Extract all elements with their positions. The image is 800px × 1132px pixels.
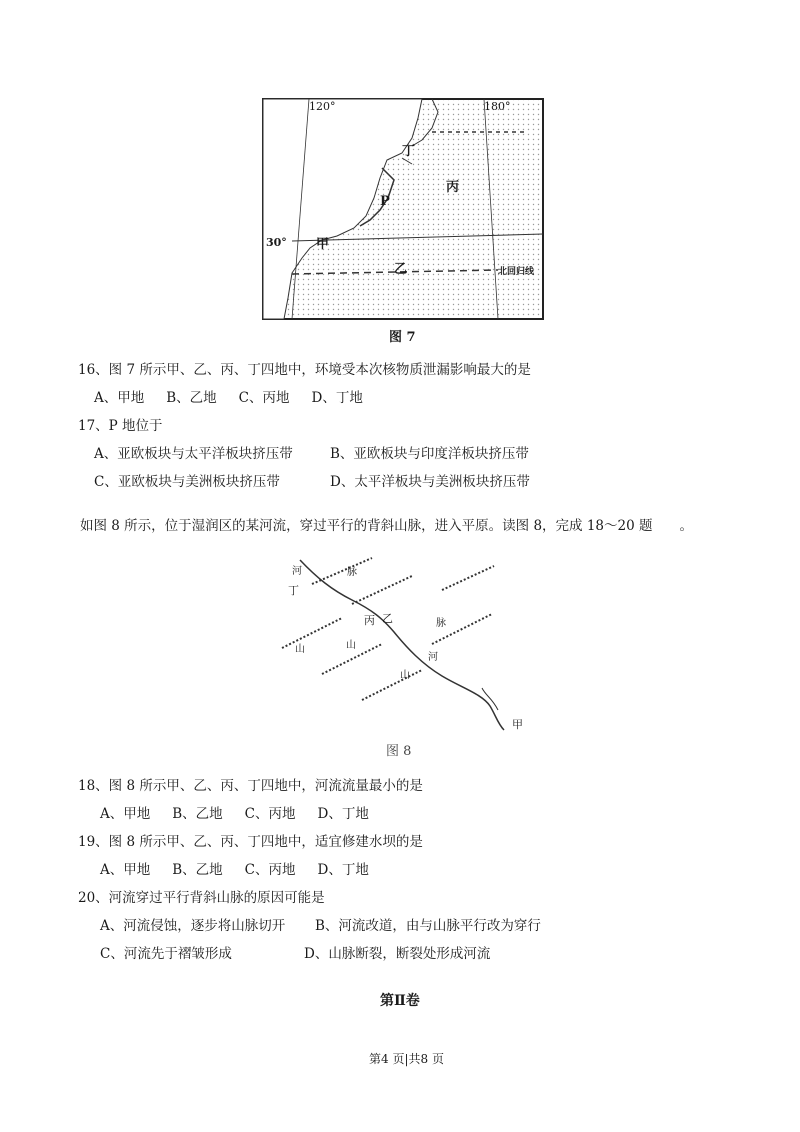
q16-option-a[interactable]: A、甲地: [94, 390, 145, 406]
lon-label-180: 180°: [484, 100, 511, 113]
place-p: P: [380, 194, 390, 209]
lon-label-120: 120°: [309, 100, 336, 113]
q18-option-c[interactable]: C、丙地: [244, 806, 296, 822]
q18-option-d[interactable]: D、丁地: [317, 806, 369, 822]
place-ding: 丁: [402, 144, 416, 159]
q17-option-c[interactable]: C、亚欧板块与美洲板块挤压带: [94, 474, 280, 490]
figure-8-caption: 图 8: [386, 744, 412, 759]
fig8-label-shan-1: 山: [295, 644, 305, 655]
q16-option-b[interactable]: B、乙地: [166, 390, 217, 406]
fig8-label-shan-3: 山: [400, 670, 410, 681]
question-17-stem: 17、P 地位于: [78, 418, 163, 434]
q19-option-c[interactable]: C、丙地: [244, 862, 296, 878]
q19-option-a[interactable]: A、甲地: [100, 862, 151, 878]
q20-option-a[interactable]: A、河流侵蚀，逐步将山脉切开: [100, 918, 286, 934]
question-16-stem: 16、图 7 所示甲、乙、丙、丁四地中，环境受本次核物质泄漏影响最大的是: [78, 362, 531, 378]
q20-option-c[interactable]: C、河流先于褶皱形成: [100, 946, 232, 962]
fig8-label-mai-2: 脉: [436, 618, 446, 629]
page-footer: 第4 页|共8 页: [369, 1052, 444, 1066]
question-18-options: [100, 802, 391, 822]
q16-option-d[interactable]: D、丁地: [311, 390, 363, 406]
question-19-stem: 19、图 8 所示甲、乙、丙、丁四地中，适宜修建水坝的是: [78, 834, 423, 850]
q20-option-b[interactable]: B、河流改道，由与山脉平行改为穿行: [315, 918, 541, 934]
q19-option-d[interactable]: D、丁地: [317, 862, 369, 878]
fig8-label-river-top: 河: [292, 566, 302, 577]
figure-7-caption: 图 7: [389, 330, 416, 345]
question-18-stem: 18、图 8 所示甲、乙、丙、丁四地中，河流流量最小的是: [78, 778, 423, 794]
place-jia: 甲: [316, 237, 330, 252]
q17-option-b[interactable]: B、亚欧板块与印度洋板块挤压带: [330, 446, 529, 462]
q20-option-d[interactable]: D、山脉断裂，断裂处形成河流: [304, 946, 491, 962]
q18-option-b[interactable]: B、乙地: [172, 806, 223, 822]
place-bing: 丙: [446, 180, 460, 195]
figure-7-map: [262, 98, 544, 320]
tropic-label: 北回归线: [498, 267, 535, 277]
figure-8-diagram: [272, 548, 532, 734]
section-title: 第Ⅱ卷: [380, 993, 420, 1009]
q17-option-d[interactable]: D、太平洋板块与美洲板块挤压带: [330, 474, 530, 490]
question-20-stem: 20、河流穿过平行背斜山脉的原因可能是: [78, 890, 325, 906]
fig8-label-mai-1: 脉: [347, 567, 357, 578]
q16-option-c[interactable]: C、丙地: [238, 390, 290, 406]
intro-18-20: 如图 8 所示，位于湿润区的某河流，穿过平行的背斜山脉，进入平原。读图 8，完成 18～20 题 。: [80, 518, 693, 534]
lat-label-30: 30°: [266, 236, 287, 249]
fig8-place-bing: 丙: [364, 614, 375, 627]
q19-option-b[interactable]: B、乙地: [172, 862, 223, 878]
question-19-options: [100, 858, 391, 878]
q17-option-a[interactable]: A、亚欧板块与太平洋板块挤压带: [94, 446, 293, 462]
fig8-label-shan-2: 山: [346, 640, 356, 651]
fig8-place-yi: 乙: [382, 612, 393, 625]
place-yi: 乙: [394, 262, 408, 277]
fig8-place-ding: 丁: [288, 584, 299, 597]
fig8-label-river: 河: [428, 652, 438, 663]
fig8-place-jia: 甲: [512, 718, 523, 731]
q18-option-a[interactable]: A、甲地: [100, 806, 151, 822]
question-16-options: [94, 386, 385, 406]
